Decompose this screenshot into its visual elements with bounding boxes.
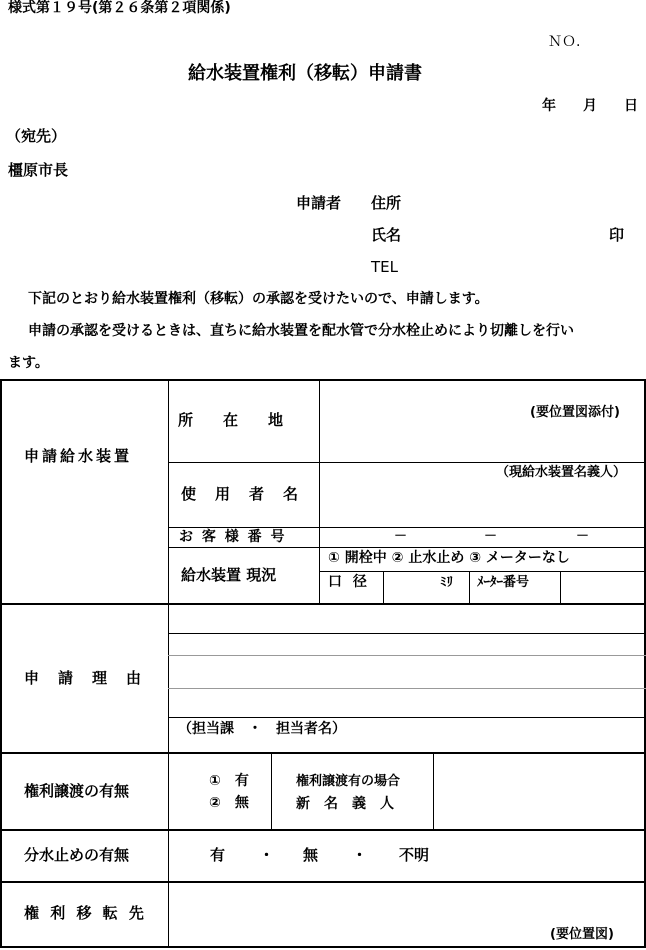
label-column-divider [168,379,169,948]
customer-number-dash: － [484,529,498,544]
status-inner-divider [383,571,384,603]
transfer-option-no: ② 無 [209,795,249,811]
reason-line [168,717,646,718]
device-status-options: ① 開栓中 ② 止水止め ③ メーターなし [328,550,570,566]
reason-section-label: 申 請 理 由 [24,669,144,687]
transfer-divider [433,752,434,829]
row-separator [0,752,646,754]
addressee-name: 橿原市長 [8,161,69,179]
page-title: 給水装置権利（移転）申請書 [188,63,422,84]
transfer-option-yes: ① 有 [209,773,249,789]
body-line-3: ます。 [8,355,49,371]
shutoff-option-yes: 有 [210,846,226,864]
table-border-bottom [0,946,646,948]
new-owner-label: 新 名 義 人 [296,796,394,812]
shutoff-option-unknown: 不明 [399,846,430,864]
document-number-label: ＮＯ. [548,34,581,50]
location-label: 所 在 地 [178,411,284,429]
applicant-label: 申請者 [296,194,342,212]
transfer-section-label: 権利譲渡の有無 [24,782,130,800]
status-inner-divider [469,571,470,603]
date-year-label: 年 [542,98,556,114]
date-month-label: 月 [583,98,597,114]
table-border-top [0,379,646,381]
device-section-label: 申請給水装置 [24,447,133,465]
reason-line [168,655,646,656]
destination-section-label: 権 利 移 転 先 [24,904,147,922]
device-row-line [168,527,646,528]
reason-line [168,633,646,634]
bore-label: 口 径 [328,574,370,590]
applicant-tel-label: TEL [371,258,398,276]
shutoff-section-label: 分水止めの有無 [24,846,130,864]
location-note: (要位置図添付) [530,405,620,420]
shutoff-option-no: 無 [303,846,319,864]
form-label: 様式第１９号(第２６条第２項関係) [8,0,231,16]
applicant-address-label: 住所 [371,194,402,212]
shutoff-separator: ・ [259,846,275,864]
device-subcolumn-divider [319,379,320,603]
destination-note: (要位置図) [550,927,614,942]
staff-note: （担当課 ・ 担当者名） [178,721,346,737]
addressee-prefix: （宛先） [6,127,67,145]
mm-unit-label: ﾐﾘ [440,575,453,590]
device-row-line [168,547,646,548]
date-day-label: 日 [624,98,638,114]
user-name-note: （現給水装置名義人） [496,465,627,480]
applicant-name-label: 氏名 [371,226,402,244]
row-separator [0,603,646,605]
user-name-label: 使 用 者 名 [181,485,301,503]
meter-number-label: ﾒｰﾀｰ番号 [477,575,530,590]
seal-mark: 印 [609,226,625,244]
table-border-left [0,379,2,948]
status-inner-line [319,571,646,572]
customer-number-dash: － [394,529,408,544]
row-separator [0,829,646,831]
device-row-line [168,462,646,463]
body-line-2: 申請の承認を受けるときは、直ちに給水装置を配水管で分水栓止めにより切離しを行い [28,323,574,339]
body-line-1: 下記のとおり給水装置権利（移転）の承認を受けたいので、申請します。 [28,291,489,307]
reason-line [168,688,646,689]
row-separator [0,881,646,883]
customer-number-label: お 客 様 番 号 [179,529,287,545]
transfer-divider [271,752,272,829]
status-inner-divider [560,571,561,603]
device-status-label: 給水装置 現況 [181,566,277,584]
shutoff-separator: ・ [352,846,368,864]
customer-number-dash: － [576,529,590,544]
new-owner-condition: 権利譲渡有の場合 [296,774,401,789]
